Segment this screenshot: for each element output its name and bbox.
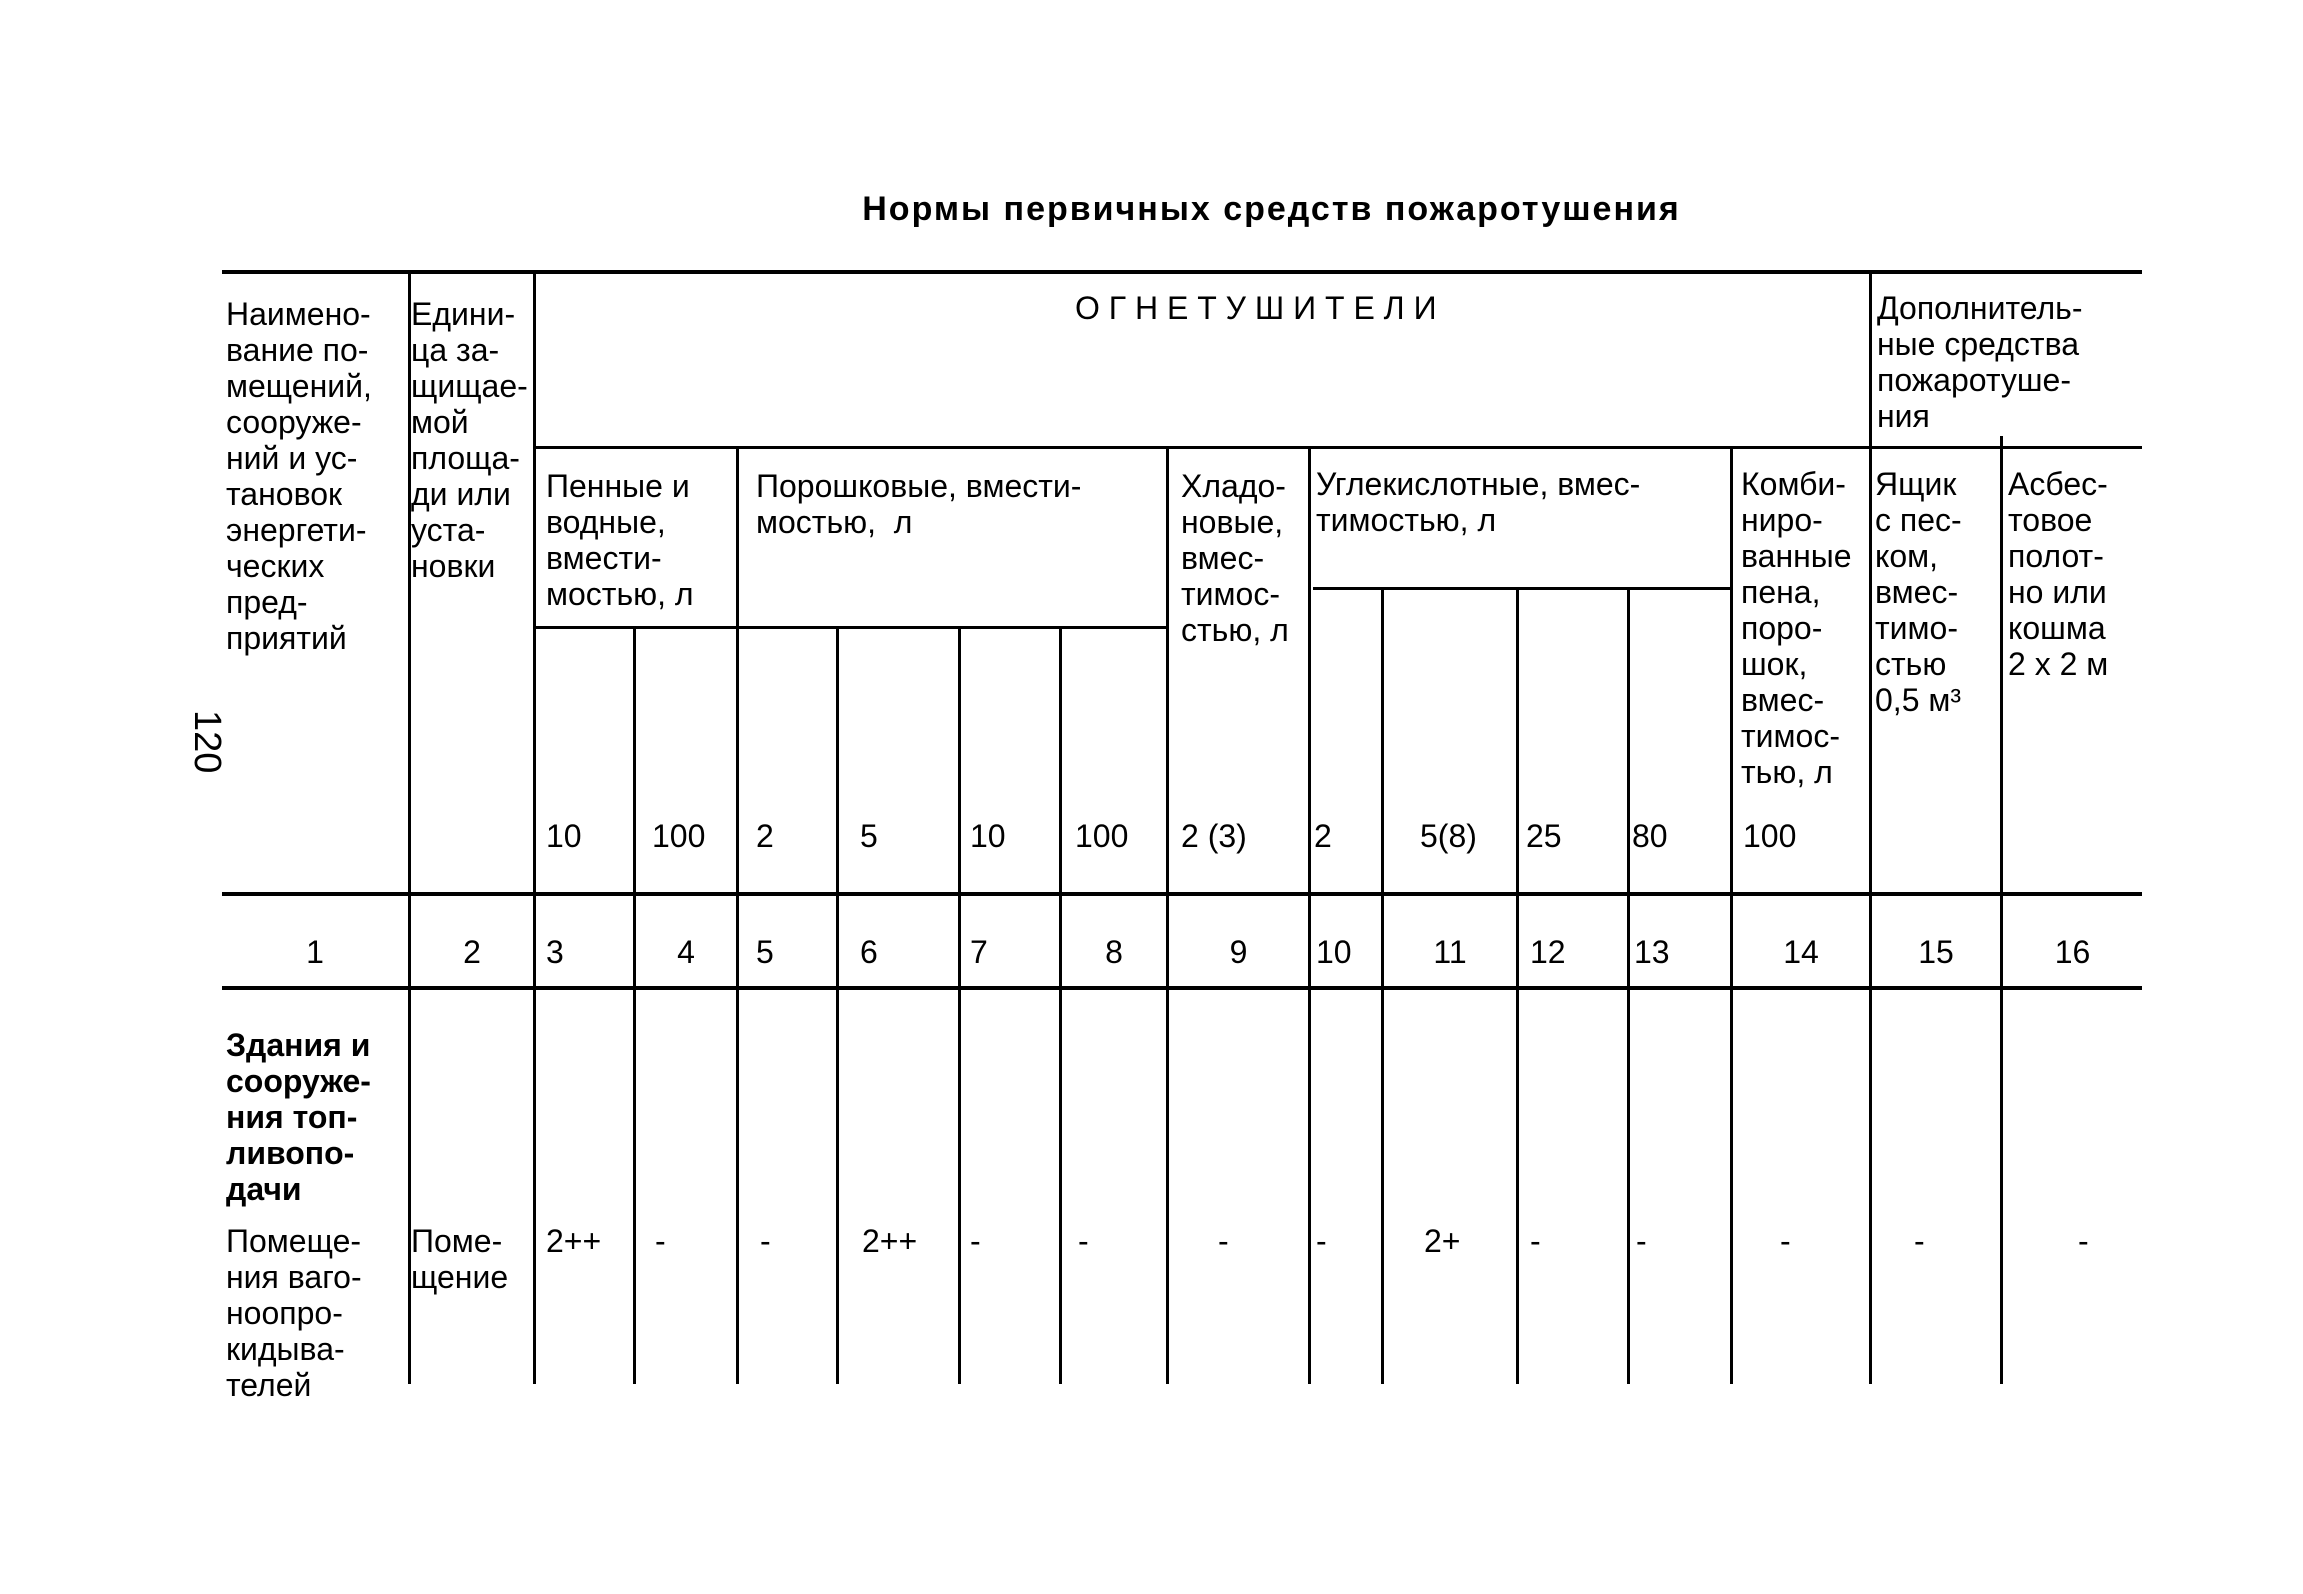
column-number: 16 xyxy=(2054,934,2091,970)
column-number: 11 xyxy=(1433,934,1467,970)
capacity-value: 10 xyxy=(546,818,582,854)
capacity-value: 10 xyxy=(970,818,1006,854)
header-extinguishers: О Г Н Е Т У Ш И Т Е Л И xyxy=(1075,290,1437,326)
capacity-value: 2 (3) xyxy=(1181,818,1247,854)
row-value: - xyxy=(1530,1223,1541,1259)
header-combined: Комби- ниро- ванные пена, поро- шок, вмес- тимос- тью, л xyxy=(1741,466,1852,790)
column-number: 2 xyxy=(463,934,481,970)
divider-col5-6 xyxy=(836,626,839,1384)
divider-col4-5 xyxy=(736,446,739,1384)
header-bottom-rule xyxy=(222,892,2142,896)
header-foam-water: Пенные и водные, вмести- мостью, л xyxy=(546,468,694,612)
row-value: - xyxy=(2078,1223,2089,1259)
header-freon: Хладо- новые, вмес- тимос- стью, л xyxy=(1181,468,1289,648)
column-number: 7 xyxy=(970,934,988,970)
row-room-name: Помеще- ния ваго- ноопро- кидыва- телей xyxy=(226,1223,362,1403)
column-number: 15 xyxy=(1918,934,1954,970)
column-number: 9 xyxy=(1229,934,1248,970)
header-co2: Углекислотные, вмес- тимостью, л xyxy=(1316,466,1641,538)
row-value: - xyxy=(655,1223,666,1259)
capacity-value: 100 xyxy=(1075,818,1129,854)
header-protected-unit: Едини- ца за- щищае- мой площа- ди или уста- новки xyxy=(411,296,528,584)
divider-col2 xyxy=(533,272,536,1384)
header-sand-box: Ящик с пес- ком, вмес- тимо- стью 0,5 м³ xyxy=(1875,466,1962,718)
row-value: - xyxy=(1780,1223,1791,1259)
table-top-rule xyxy=(222,270,2142,274)
column-number: 14 xyxy=(1783,934,1819,970)
column-number: 5 xyxy=(756,934,774,970)
divider-col14-15 xyxy=(1869,272,1872,1384)
row-value: 2++ xyxy=(862,1223,918,1259)
row-value: - xyxy=(1636,1223,1647,1259)
column-number: 6 xyxy=(860,934,878,970)
co2-rule xyxy=(1313,587,1731,590)
header-additional-means: Дополнитель- ные средства пожаротуше- ния xyxy=(1877,290,2083,434)
row-value: - xyxy=(760,1223,771,1259)
section-heading: Здания и сооруже- ния топ- ливопо- дачи xyxy=(226,1027,371,1207)
divider-col13-14 xyxy=(1730,446,1733,1384)
divider-col6-7 xyxy=(958,626,961,1384)
row-value: 2++ xyxy=(546,1223,602,1259)
capacity-value: 100 xyxy=(1743,818,1797,854)
column-number: 4 xyxy=(677,934,695,970)
row-value: - xyxy=(1914,1223,1925,1259)
subheader-rule xyxy=(533,446,2142,449)
capacity-value: 2 xyxy=(1314,818,1332,854)
divider-col15-16 xyxy=(2000,436,2003,1384)
capacity-value: 2 xyxy=(756,818,774,854)
header-powder: Порошковые, вмести- мостью, л xyxy=(756,468,1082,540)
numbers-bottom-rule xyxy=(222,986,2142,990)
row-value: 2+ xyxy=(1424,1223,1461,1259)
row-value: - xyxy=(1316,1223,1327,1259)
divider-col8-9 xyxy=(1166,446,1169,1384)
capacity-value: 5(8) xyxy=(1420,818,1477,854)
page-number: 120 xyxy=(186,710,228,774)
row-value: - xyxy=(1218,1223,1229,1259)
column-number: 8 xyxy=(1105,934,1123,970)
divider-col12-13 xyxy=(1627,587,1630,1384)
capacity-value: 80 xyxy=(1632,818,1668,854)
column-number: 13 xyxy=(1634,934,1670,970)
column-number: 1 xyxy=(306,934,324,970)
row-value: - xyxy=(1078,1223,1089,1259)
divider-col11-12 xyxy=(1516,587,1519,1384)
header-room-name: Наимено- вание по- мещений, сооруже- ний и ус- тановок энергети- ческих пред- приятий xyxy=(226,296,372,656)
foam-powder-rule xyxy=(533,626,1167,629)
capacity-value: 25 xyxy=(1526,818,1562,854)
header-asbestos: Асбес- товое полот- но или кошма 2 x 2 м xyxy=(2008,466,2109,682)
column-number: 10 xyxy=(1316,934,1352,970)
column-number: 12 xyxy=(1530,934,1566,970)
capacity-value: 100 xyxy=(652,818,706,854)
divider-col7-8 xyxy=(1059,626,1062,1384)
row-unit: Поме- щение xyxy=(411,1223,509,1295)
row-value: - xyxy=(970,1223,981,1259)
column-number: 3 xyxy=(546,934,564,970)
divider-col9-10 xyxy=(1308,446,1311,1384)
page-title: Нормы первичных средств пожаротушения xyxy=(862,190,1681,228)
divider-col3-4 xyxy=(633,626,636,1384)
capacity-value: 5 xyxy=(860,818,878,854)
divider-col10-11 xyxy=(1381,587,1384,1384)
